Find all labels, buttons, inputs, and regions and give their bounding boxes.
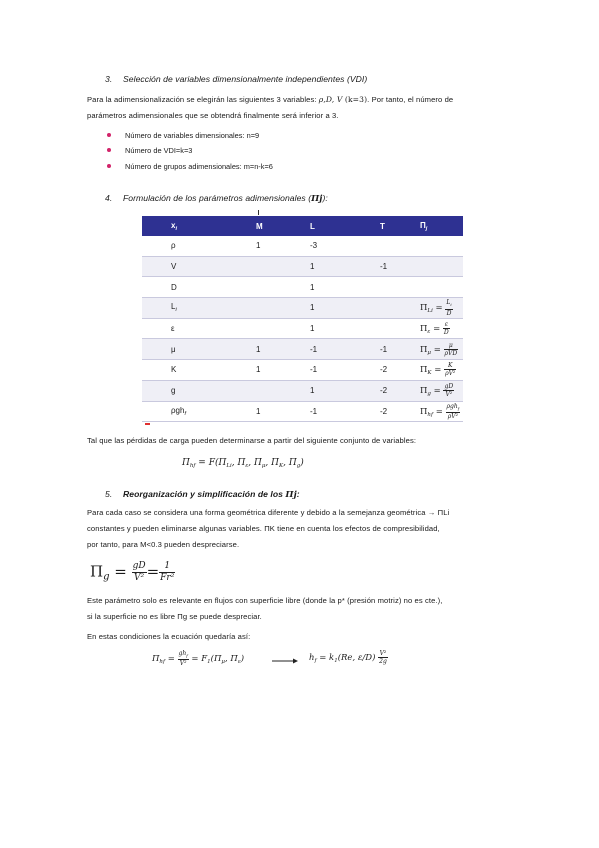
table-row <box>142 236 463 256</box>
table-row <box>142 339 463 360</box>
variables-table <box>142 216 463 422</box>
cell-m <box>229 380 303 401</box>
section-5-title-symbol: Πj <box>285 490 297 500</box>
para1-line2: constantes y pueden eliminarse algunas variables. ΠK tiene en cuenta los efectos de compresibilidad, <box>87 524 440 533</box>
section-4-title-symbol: Πj <box>311 194 323 204</box>
cell-l: 1 <box>303 277 370 298</box>
hf-simplified-formula: $\Pi_{hf}$ = $\frac{gh_f}{\text{V²}}$ = $F_1(\Pi_\mu$, $\Pi_\varepsilon$) <box>152 650 245 668</box>
table-row <box>142 401 463 422</box>
cell-t <box>370 236 410 256</box>
bullet-text: Número de grupos adimensionales: m=n-k=6 <box>125 162 273 171</box>
bullet-text: Número de variables dimensionales: n=9 <box>125 131 260 140</box>
section-3-para-prefix: Para la adimensionalización se elegirán las siguientes 3 variables: <box>87 95 319 104</box>
cell-m: 1 <box>229 401 303 422</box>
cell-variable: ρ <box>142 236 229 256</box>
cell-m <box>229 277 303 298</box>
section-5-title: Reorganización y simplificación de los <box>123 489 286 499</box>
bullet-item <box>107 131 259 140</box>
table-row <box>142 318 463 339</box>
section-3-title: Selección de variables dimensionalmente independientes (VDI) <box>123 74 368 84</box>
cell-m: 1 <box>229 339 303 360</box>
section-3-heading <box>105 74 367 84</box>
header-m: M <box>229 216 303 236</box>
cell-pi-hf: $\Pi_{hf}$ = $\frac{\rho gh_f}{\text{ρV²}}$ <box>410 401 463 422</box>
cell-pi-li: $\Pi_{Li}$ = $\frac{L_i}{D}$ <box>410 298 463 319</box>
bullet-dot-icon <box>107 148 111 152</box>
cell-pi <box>410 256 463 277</box>
section-3-paragraph <box>87 92 527 124</box>
section-5-title-end: : <box>296 489 300 499</box>
header-pi: $\Pi_j$ <box>410 216 463 236</box>
cell-t <box>370 298 410 319</box>
after-table-paragraph: Tal que las pérdidas de carga pueden determinarse a partir del siguiente conjunto de variables: <box>87 436 417 445</box>
cell-pi <box>410 236 463 256</box>
cell-m: 1 <box>229 360 303 381</box>
bullet-dot-icon <box>107 164 111 168</box>
cell-l: -1 <box>303 339 370 360</box>
para1-line1: Para cada caso se considera una forma geométrica diferente y debido a la semejanza geométrica → ΠLi <box>87 508 450 517</box>
cell-t: -1 <box>370 339 410 360</box>
cell-l: -1 <box>303 360 370 381</box>
table-row <box>142 360 463 381</box>
para1-line3: por tanto, para M<0.3 pueden despreciarse. <box>87 540 240 549</box>
cell-variable: g <box>142 380 229 401</box>
section-5-paragraph-2 <box>87 593 537 625</box>
section-3-para-k: (k=3) <box>342 95 368 104</box>
cell-l: -1 <box>303 401 370 422</box>
cell-m: 1 <box>229 236 303 256</box>
hf-darcy-formula: $h_f = k_1(Re$, ε/D) $\frac{\text{V²}}{2g}$ <box>309 650 387 665</box>
bullet-item <box>107 162 273 171</box>
header-xi: $x_i$ <box>142 216 229 236</box>
bullet-text: Número de VDI=k=3 <box>125 146 193 155</box>
section-3-number: 3. <box>105 74 113 84</box>
cell-m <box>229 298 303 319</box>
table-row <box>142 256 463 277</box>
cell-l: 1 <box>303 380 370 401</box>
arrow-right-icon <box>272 658 298 664</box>
section-5-paragraph-3: En estas condiciones la ecuación quedaría así: <box>87 632 251 641</box>
cell-l: 1 <box>303 318 370 339</box>
table-row <box>142 277 463 298</box>
section-5-heading <box>105 489 300 500</box>
cell-l: -3 <box>303 236 370 256</box>
header-t: T <box>370 216 410 236</box>
table-header-row <box>142 216 463 236</box>
cell-variable: μ <box>142 339 229 360</box>
cell-t <box>370 318 410 339</box>
section-4-heading <box>105 193 328 204</box>
cell-pi-mu: $\Pi_\mu$ = $\frac{\mu}{\text{ρVD}}$ <box>410 339 463 360</box>
cell-variable: V <box>142 256 229 277</box>
section-4-title-end: ): <box>322 193 328 203</box>
section-3-para-line2: parámetros adimensionales que se obtendrá finalmente será inferior a 3. <box>87 111 339 120</box>
section-4-number: 4. <box>105 193 113 203</box>
cursor-mark <box>258 210 259 215</box>
cell-t: -2 <box>370 401 410 422</box>
table-row <box>142 298 463 319</box>
cell-pi-g: $\Pi_g$ = $\frac{gD}{\text{V²}}$ <box>410 380 463 401</box>
cell-variable: D <box>142 277 229 298</box>
cell-pi <box>410 277 463 298</box>
para2-line1: Este parámetro solo es relevante en flujos con superficie libre (donde la p* (presión motriz) no es cte.), <box>87 596 443 605</box>
red-mark <box>145 423 150 425</box>
header-l: L <box>303 216 370 236</box>
cell-m <box>229 318 303 339</box>
hf-function-formula: $\Pi_{hf} = F(\Pi_{Li}$, $\Pi_\varepsilon$, $\Pi_\mu$, $\Pi_K$, $\Pi_g$) <box>182 458 304 469</box>
cell-variable: ρgh$_f$ <box>142 401 229 422</box>
cell-t: -1 <box>370 256 410 277</box>
cell-variable: ε <box>142 318 229 339</box>
cell-pi-k: $\Pi_K$ = $\frac{K}{\text{ρV²}}$ <box>410 360 463 381</box>
cell-variable: $L_i$ <box>142 298 229 319</box>
section-3-para-vars: ρ,D, V <box>318 95 343 104</box>
section-3-para-suffix: . Por tanto, el número de <box>367 95 454 104</box>
section-5-paragraph-1 <box>87 505 537 553</box>
pi-g-formula: $\Pi_g$ = $\frac{gD}{\text{V²}}$ = $\frac{1}{\text{Fr²}}$ <box>90 561 175 583</box>
cell-t: -2 <box>370 360 410 381</box>
cell-l: 1 <box>303 256 370 277</box>
bullet-dot-icon <box>107 133 111 137</box>
cell-l: 1 <box>303 298 370 319</box>
table-row <box>142 380 463 401</box>
para2-line2: si la superficie no es libre Πg se puede despreciar. <box>87 612 262 621</box>
bullet-item <box>107 146 192 155</box>
section-5-number: 5. <box>105 489 113 499</box>
section-4-title: Formulación de los parámetros adimensionales ( <box>123 193 312 203</box>
cell-pi-epsilon: $\Pi_\varepsilon$ = $\frac{\varepsilon}{D}$ <box>410 318 463 339</box>
cell-m <box>229 256 303 277</box>
cell-t <box>370 277 410 298</box>
cell-variable: K <box>142 360 229 381</box>
cell-t: -2 <box>370 380 410 401</box>
